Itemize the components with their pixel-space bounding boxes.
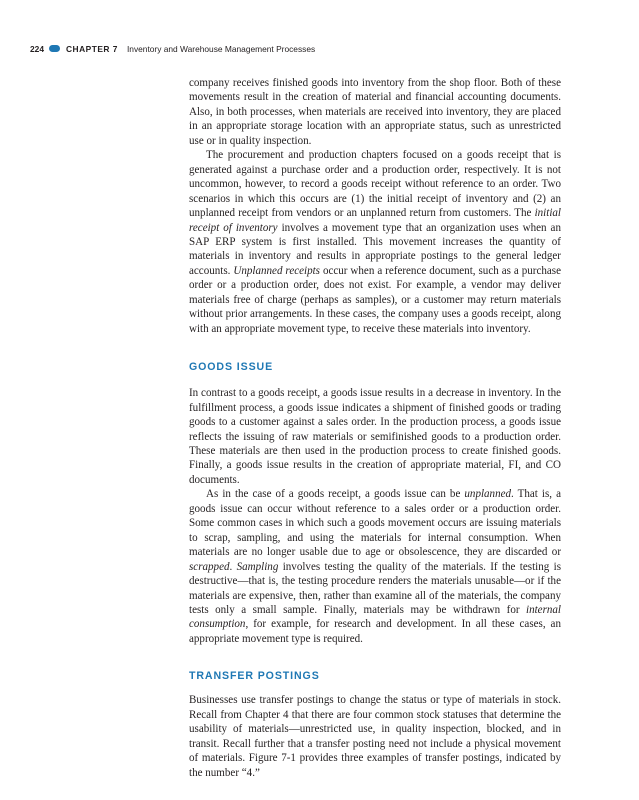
term-sampling: Sampling <box>236 560 279 573</box>
section-heading-transfer-postings: TRANSFER POSTINGS <box>189 670 320 683</box>
term-initial-receipt: initial receipt of inventory <box>189 207 561 234</box>
term-internal-consumption: internal consumption <box>189 603 561 631</box>
paragraph: In contrast to a goods receipt, a goods issue results in a decrease in inventory. In the fulfillment process, a goods issue indicates a shipment of finished goods or trading goods to a customer against a sales order. In the production process, a goods issue reflects the issuing of raw materials or semifinished goods to a production order. These materials are then used in the production process to create finished goods. Finally, a goods issue results in the creation of appropriate material, FI, and CO documents. <box>189 387 561 486</box>
running-head <box>30 41 590 55</box>
body-text <box>189 76 561 780</box>
term-unplanned: unplanned <box>464 488 512 501</box>
paragraph: Businesses use transfer postings to change the status or type of materials in stock. Recall from Chapter 4 that there are four common stock statuses that determine the usability of materials—unrestricted use, in quality inspection, blocked, and in transit. Recall further that a transfer posting need not include a physical movement of materials. Figure 7-1 provides three examples of transfer postings, indicated by the number “4.” <box>189 694 561 779</box>
paragraph: As in the case of a goods receipt, a goods issue can be unplanned. That is, a goods issue can occur without reference to a sales order or a production order. Some common cases in which such a goods movement occurs are issuing materials to scrap, sampling, and using the materials for internal consumption. When materials are no longer usable due to age or obsolescence, they are discarded or scrapped. Sampling involves testing the quality of the materials. If the testing is destructive—that is, the testing procedure renders the materials unusable—or if the materials are expensive, then, rather than examine all of the materials, the company tests only a small sample. Finally, materials may be withdrawn for internal consumption, for example, for research and development. In all these cases, an appropriate movement type is required. <box>189 488 561 645</box>
term-scrapped: scrapped <box>189 560 230 573</box>
term-unplanned-receipts: Unplanned receipts <box>233 264 320 277</box>
chapter-label: CHAPTER 7 <box>65 43 118 54</box>
chapter-title: Inventory and Warehouse Management Processes <box>126 43 316 54</box>
paragraph: The procurement and production chapters focused on a goods receipt that is generated against a purchase order and a production order, respectively. It is not uncommon, however, to record a goods receipt without reference to an order. Two scenarios in which this occurs are (1) the initial receipt of inventory and (2) an unplanned receipt from vendors or an unplanned return from customers. The initial receipt of inventory involves a movement type that an organization uses when an SAP ERP system is first installed. This movement increases the quantity of materials in inventory and results in appropriate postings to the general ledger accounts. Unplanned receipts occur when a reference document, such as a purchase order or a production order, does not exist. For example, a vendor may deliver materials free of charge (perhaps as samples), or a customer may return materials without prior arrangements. In these cases, the company uses a goods receipt, along with an appropriate movement type, to receive these materials into inventory. <box>189 149 561 335</box>
chapter-marker-icon <box>49 45 60 52</box>
paragraph: company receives finished goods into inventory from the shop floor. Both of these movements result in the creation of material and financial accounting documents. Also, in both processes, when materials are received into inventory, they are placed in an appropriate storage location with an appropriate status, such as unrestricted use or in quality inspection. <box>189 77 561 147</box>
page-number: 224 <box>30 43 44 54</box>
section-heading-goods-issue: GOODS ISSUE <box>189 361 274 374</box>
